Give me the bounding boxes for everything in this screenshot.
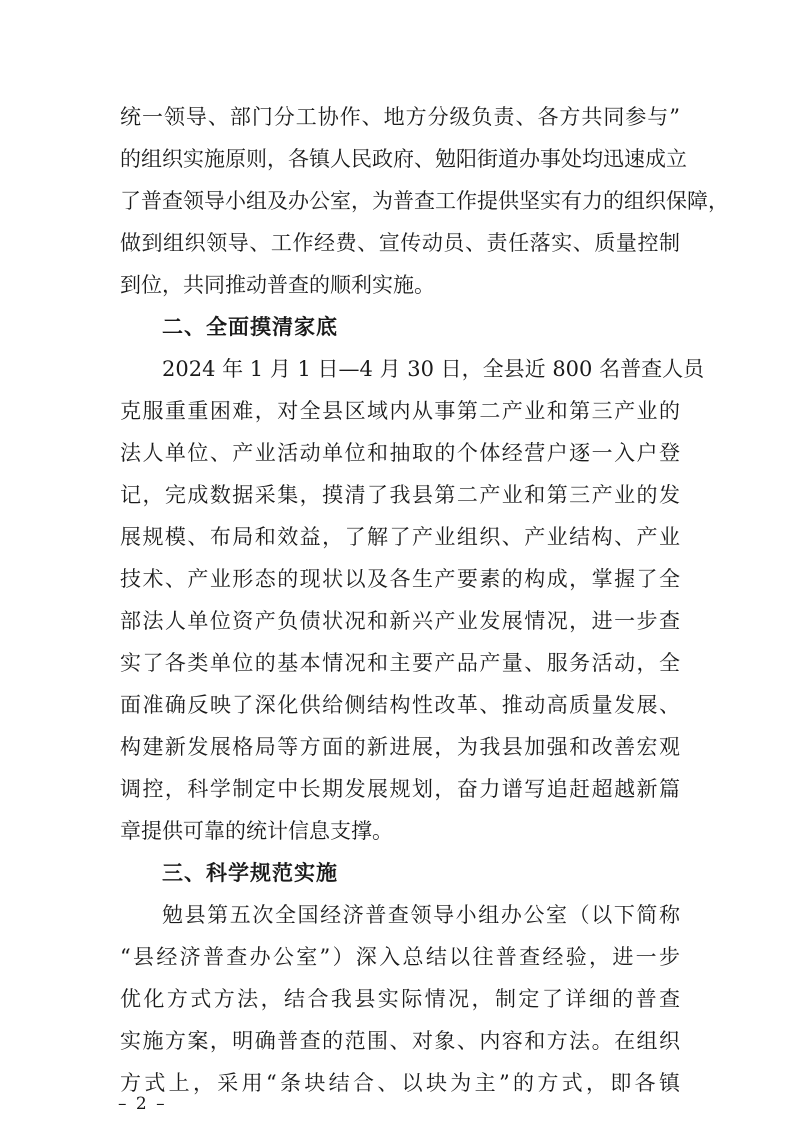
body-text-line: 统一领导、部门分工协作、地方分级负责、各方共同参与”: [120, 105, 680, 129]
body-text-line: 展规模、布局和效益，了解了产业组织、产业结构、产业: [120, 525, 680, 549]
body-text-line: 方式上，采用“条块结合、以块为主”的方式，即各镇: [120, 1071, 680, 1095]
body-text-line: 到位，共同推动普查的顺利实施。: [120, 273, 435, 297]
body-text-line: 克服重重困难，对全县区域内从事第二产业和第三产业的: [120, 399, 680, 423]
section-heading-two: 二、全面摸清家底: [162, 315, 338, 339]
body-text-line: 了普查领导小组及办公室，为普查工作提供坚实有力的组织保障，: [120, 189, 729, 213]
body-text-line: 实施方案，明确普查的范围、对象、内容和方法。在组织: [120, 1029, 680, 1053]
body-text-line: 面准确反映了深化供给侧结构性改革、推动高质量发展、: [120, 693, 680, 717]
body-text-line: 勉县第五次全国经济普查领导小组办公室（以下简称: [162, 903, 680, 927]
section-heading-three: 三、科学规范实施: [162, 861, 338, 885]
page-number: – 2 –: [118, 1094, 167, 1114]
body-text-line: “县经济普查办公室”）深入总结以往普查经验，进一步: [120, 945, 680, 969]
body-text-line: 记，完成数据采集，摸清了我县第二产业和第三产业的发: [120, 483, 680, 507]
body-text-line: 优化方式方法，结合我县实际情况，制定了详细的普查: [120, 987, 680, 1011]
body-text-line: 技术、产业形态的现状以及各生产要素的构成，掌握了全: [120, 567, 680, 591]
body-text-line: 2024 年 1 月 1 日—4 月 30 日，全县近 800 名普查人员: [162, 357, 705, 381]
body-text-line: 部法人单位资产负债状况和新兴产业发展情况，进一步查: [120, 609, 680, 633]
body-text-line: 的组织实施原则，各镇人民政府、勉阳街道办事处均迅速成立: [120, 147, 687, 171]
body-text-line: 章提供可靠的统计信息支撑。: [120, 819, 393, 843]
body-text-line: 实了各类单位的基本情况和主要产品产量、服务活动，全: [120, 651, 680, 675]
body-text-line: 法人单位、产业活动单位和抽取的个体经营户逐一入户登: [120, 441, 680, 465]
body-text-line: 调控，科学制定中长期发展规划，奋力谱写追赶超越新篇: [120, 777, 680, 801]
body-text-line: 做到组织领导、工作经费、宣传动员、责任落实、质量控制: [120, 231, 680, 255]
body-text-line: 构建新发展格局等方面的新进展，为我县加强和改善宏观: [120, 735, 680, 759]
